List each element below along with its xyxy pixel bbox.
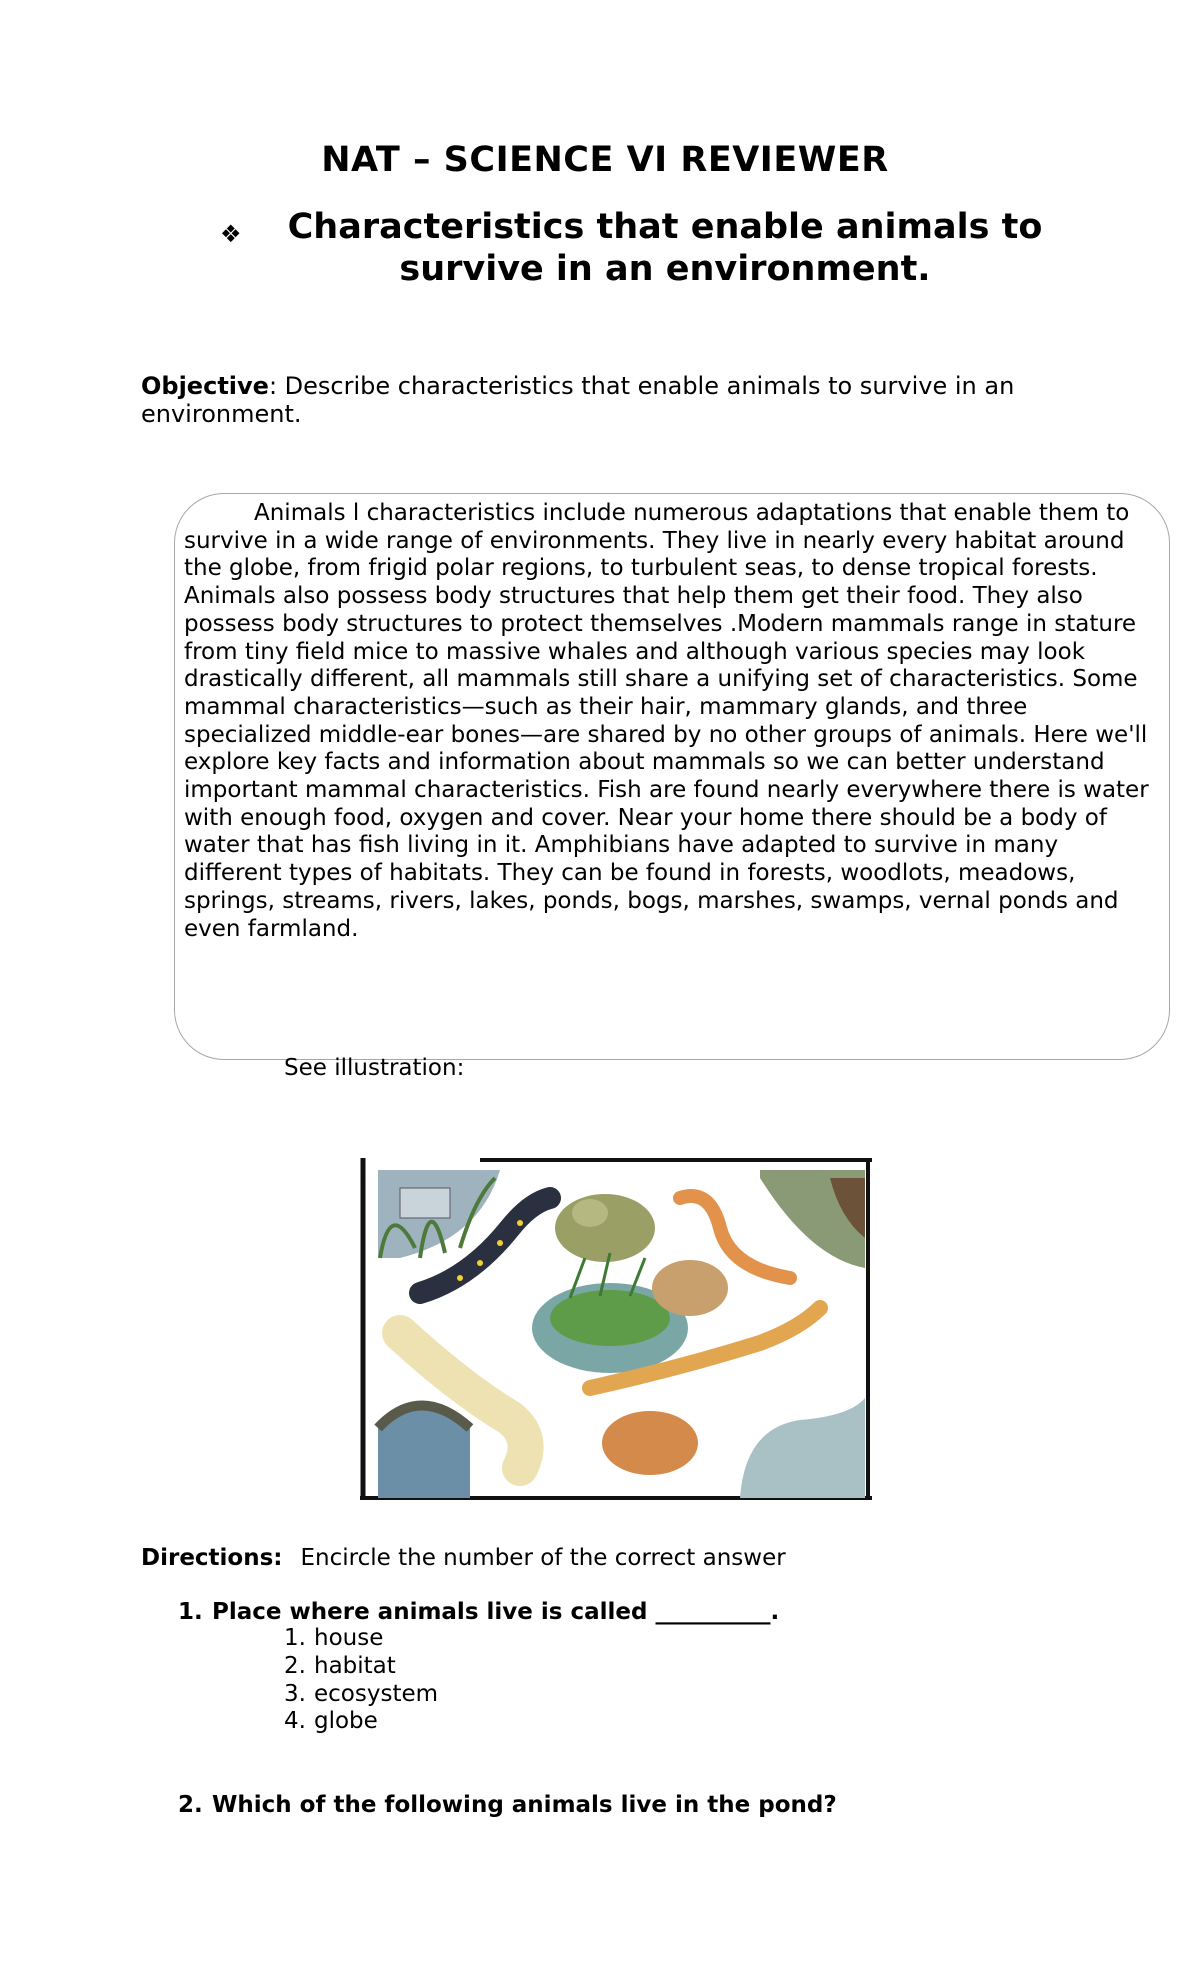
choice-text: globe (314, 1708, 378, 1735)
objective-label: Objective (141, 372, 269, 400)
question-1-choices (284, 1625, 438, 1736)
choice[interactable] (284, 1625, 438, 1653)
choice[interactable] (284, 1681, 438, 1709)
diamond-bullet-icon: ❖ (220, 220, 242, 248)
passage-text: Animals l characteristics include numerous adaptations that enable them to survive in a wide range of environments. They live in nearly every habitat around the globe, from frigid polar regions, to turbulent seas, to dense tropical forests. Animals also possess body structures that help them get their food. They also possess body structures to protect themselves .Modern mammals range in stature from tiny field mice to massive whales and although various species may look drastically different, all mammals still share a unifying set of characteristics. Some mammal characteristics—such as their hair, mammary glands, and three specialized middle-ear bones—are shared by no other groups of animals. Here we'll explore key facts and information about mammals so we can better understand important mammal characteristics. Fish are found nearly everywhere there is water with enough food, oxygen and cover. Near your home there should be a body of water that has fish living in it. Amphibians have adapted to survive in many different types of habitats. They can be found in forests, woodlots, meadows, springs, streams, rivers, lakes, ponds, bogs, marshes, swamps, vernal ponds and even farmland. (184, 500, 1149, 942)
choice-number: 2. (284, 1652, 306, 1679)
directions (141, 1545, 786, 1571)
choice-text: ecosystem (314, 1680, 439, 1707)
question-number: 1. (178, 1599, 203, 1625)
section-heading (220, 206, 1080, 290)
illustration-caption: See illustration: (284, 1055, 465, 1081)
question-text: Place where animals live is called __________. (212, 1599, 780, 1625)
question-2 (178, 1792, 837, 1818)
directions-label: Directions: (141, 1545, 283, 1571)
choice[interactable] (284, 1708, 438, 1736)
directions-text: Encircle the number of the correct answer (300, 1545, 786, 1571)
question-text: Which of the following animals live in the pond? (212, 1792, 837, 1818)
page-title: NAT – SCIENCE VI REVIEWER (321, 140, 889, 180)
section-heading-text: Characteristics that enable animals to survive in an environment. (287, 207, 1043, 289)
question-number: 2. (178, 1792, 203, 1818)
amphibians-illustration (360, 1158, 872, 1503)
choice-number: 4. (284, 1708, 306, 1735)
choice-text: habitat (314, 1652, 396, 1679)
objective-text: : Describe characteristics that enable animals to survive in an environment. (141, 372, 1015, 428)
choice-number: 3. (284, 1680, 306, 1707)
choice-text: house (314, 1625, 384, 1651)
choice[interactable] (284, 1653, 438, 1681)
question-1 (178, 1599, 779, 1625)
choice-number: 1. (284, 1625, 306, 1651)
objective-paragraph (141, 372, 1041, 428)
